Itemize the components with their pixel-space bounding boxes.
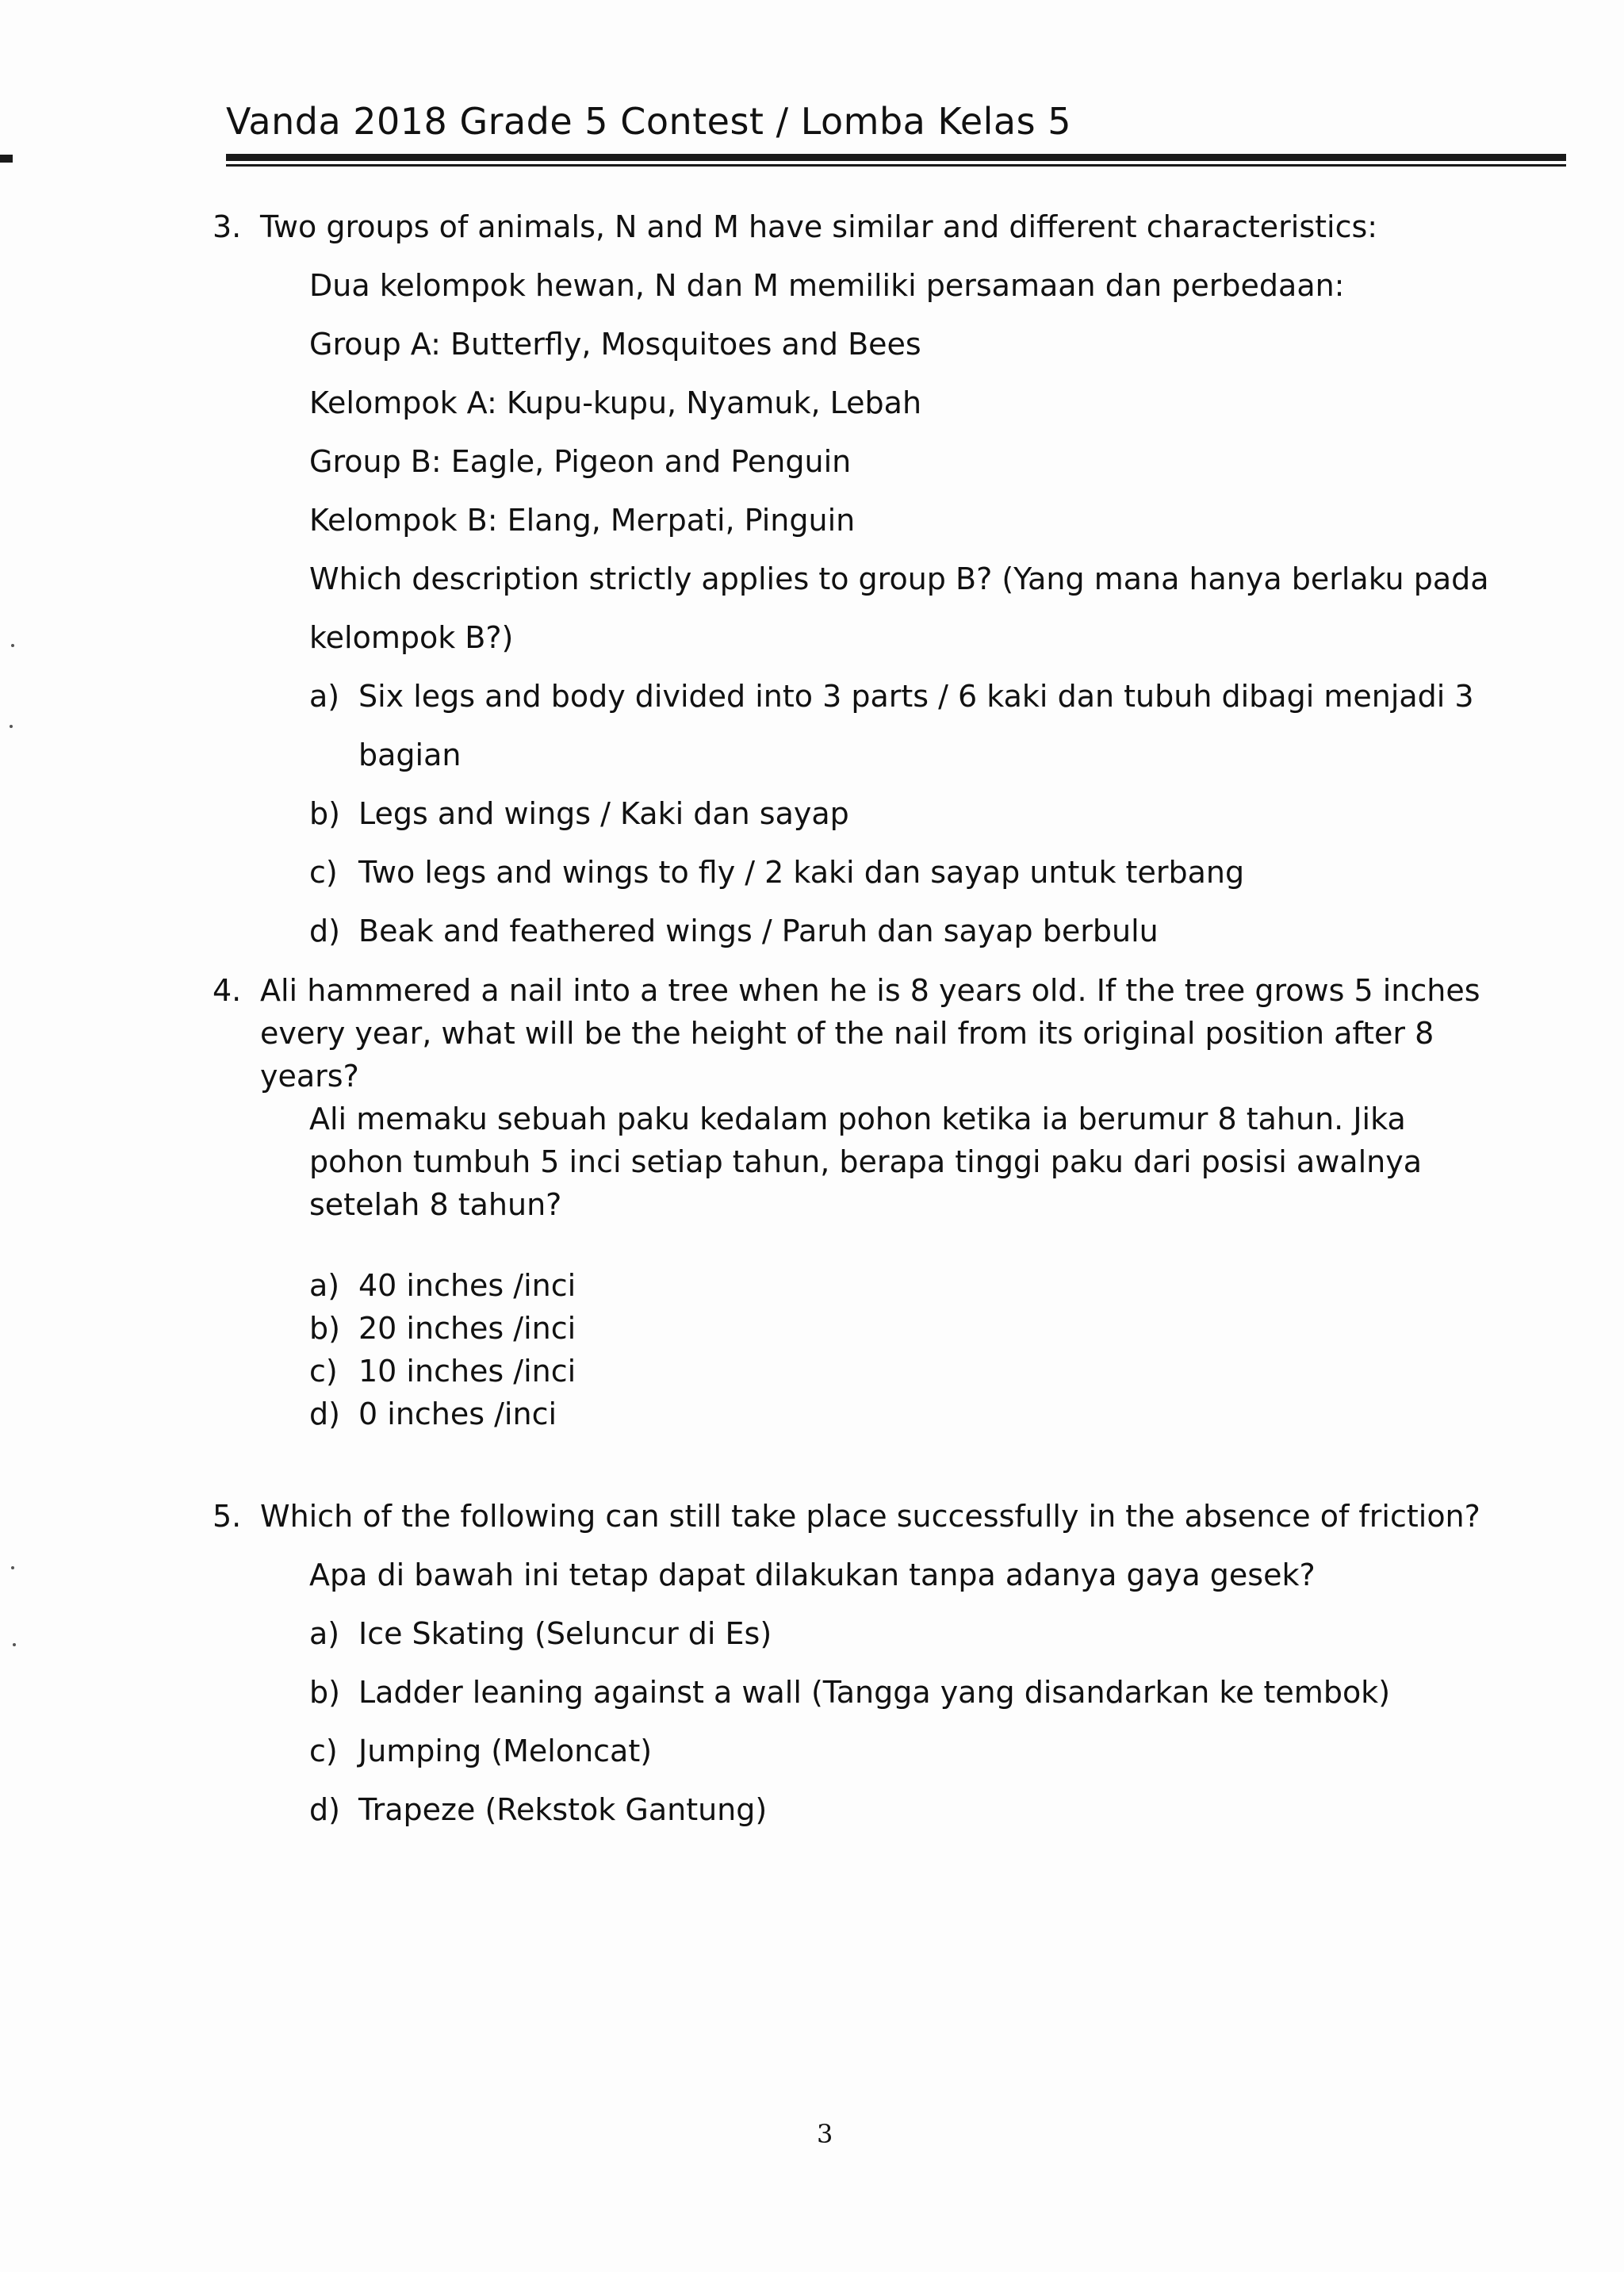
- question-3-group-a-id: Kelompok A: Kupu-kupu, Nyamuk, Lebah: [309, 385, 922, 420]
- question-3-text-en: Two groups of animals, N and M have similar and different characteristics:: [260, 209, 1378, 244]
- header-rule-thick: [226, 154, 1566, 161]
- question-3-option-a-cont: bagian: [358, 738, 462, 772]
- question-4-option-c-letter: c): [309, 1354, 338, 1389]
- page-number: 3: [817, 2119, 833, 2149]
- question-3-prompt-cont: kelompok B?): [309, 620, 514, 655]
- question-5-option-d-text: Trapeze (Rekstok Gantung): [358, 1792, 768, 1827]
- question-3-number: 3.: [213, 209, 242, 244]
- question-5-option-d-letter: d): [309, 1792, 340, 1827]
- question-3-option-c-letter: c): [309, 855, 338, 890]
- question-4-text-line-1: Ali hammered a nail into a tree when he is 8 years old. If the tree grows 5 inches: [260, 973, 1480, 1008]
- question-3-option-a-text: Six legs and body divided into 3 parts / 6 kaki dan tubuh dibagi menjadi 3: [358, 679, 1474, 714]
- question-5-option-a-letter: a): [309, 1616, 340, 1651]
- question-4-option-b-text: 20 inches /inci: [358, 1311, 576, 1346]
- question-4-text-line-2: every year, what will be the height of the nail from its original position after 8: [260, 1016, 1434, 1051]
- question-3-option-b-letter: b): [309, 796, 340, 831]
- question-3-group-b-en: Group B: Eagle, Pigeon and Penguin: [309, 444, 852, 479]
- page-header-title: Vanda 2018 Grade 5 Contest / Lomba Kelas 5: [226, 100, 1071, 143]
- question-5-number: 5.: [213, 1499, 242, 1534]
- question-5-option-b-text: Ladder leaning against a wall (Tangga yang disandarkan ke tembok): [358, 1675, 1391, 1710]
- question-4-option-a-text: 40 inches /inci: [358, 1268, 576, 1303]
- question-3-option-d-text: Beak and feathered wings / Paruh dan sayap berbulu: [358, 914, 1159, 948]
- question-3-prompt: Which description strictly applies to group B? (Yang mana hanya berlaku pada: [309, 561, 1489, 596]
- question-5-text-en: Which of the following can still take place successfully in the absence of friction?: [260, 1499, 1480, 1534]
- question-5-option-b-letter: b): [309, 1675, 340, 1710]
- question-4-option-c-text: 10 inches /inci: [358, 1354, 576, 1389]
- scan-speck: [11, 644, 14, 647]
- question-3-option-a-letter: a): [309, 679, 340, 714]
- question-4-option-d-text: 0 inches /inci: [358, 1397, 557, 1431]
- question-3-option-b-text: Legs and wings / Kaki dan sayap: [358, 796, 849, 831]
- question-4-text-id-line-3: setelah 8 tahun?: [309, 1187, 562, 1222]
- question-3-group-b-id: Kelompok B: Elang, Merpati, Pinguin: [309, 503, 856, 538]
- question-4-option-a-letter: a): [309, 1268, 340, 1303]
- question-5-option-c-letter: c): [309, 1734, 338, 1768]
- question-5-option-c-text: Jumping (Meloncat): [358, 1734, 653, 1768]
- question-3-option-c-text: Two legs and wings to fly / 2 kaki dan sayap untuk terbang: [358, 855, 1245, 890]
- question-3-option-d-letter: d): [309, 914, 340, 948]
- question-4-number: 4.: [213, 973, 242, 1008]
- header-rule-thin: [226, 164, 1566, 167]
- question-4-option-d-letter: d): [309, 1397, 340, 1431]
- scan-edge-mark: [0, 155, 13, 163]
- question-4-option-b-letter: b): [309, 1311, 340, 1346]
- question-5-text-id: Apa di bawah ini tetap dapat dilakukan tanpa adanya gaya gesek?: [309, 1557, 1316, 1592]
- scan-speck: [13, 1643, 16, 1646]
- question-4-text-id-line-2: pohon tumbuh 5 inci setiap tahun, berapa tinggi paku dari posisi awalnya: [309, 1144, 1422, 1179]
- question-4-text-line-3: years?: [260, 1059, 359, 1094]
- question-5-option-a-text: Ice Skating (Seluncur di Es): [358, 1616, 772, 1651]
- scan-speck: [11, 1566, 14, 1569]
- scan-speck: [10, 725, 13, 728]
- question-3-text-id: Dua kelompok hewan, N dan M memiliki persamaan dan perbedaan:: [309, 268, 1345, 303]
- question-4-text-id-line-1: Ali memaku sebuah paku kedalam pohon ketika ia berumur 8 tahun. Jika: [309, 1102, 1406, 1136]
- question-3-group-a-en: Group A: Butterfly, Mosquitoes and Bees: [309, 327, 921, 362]
